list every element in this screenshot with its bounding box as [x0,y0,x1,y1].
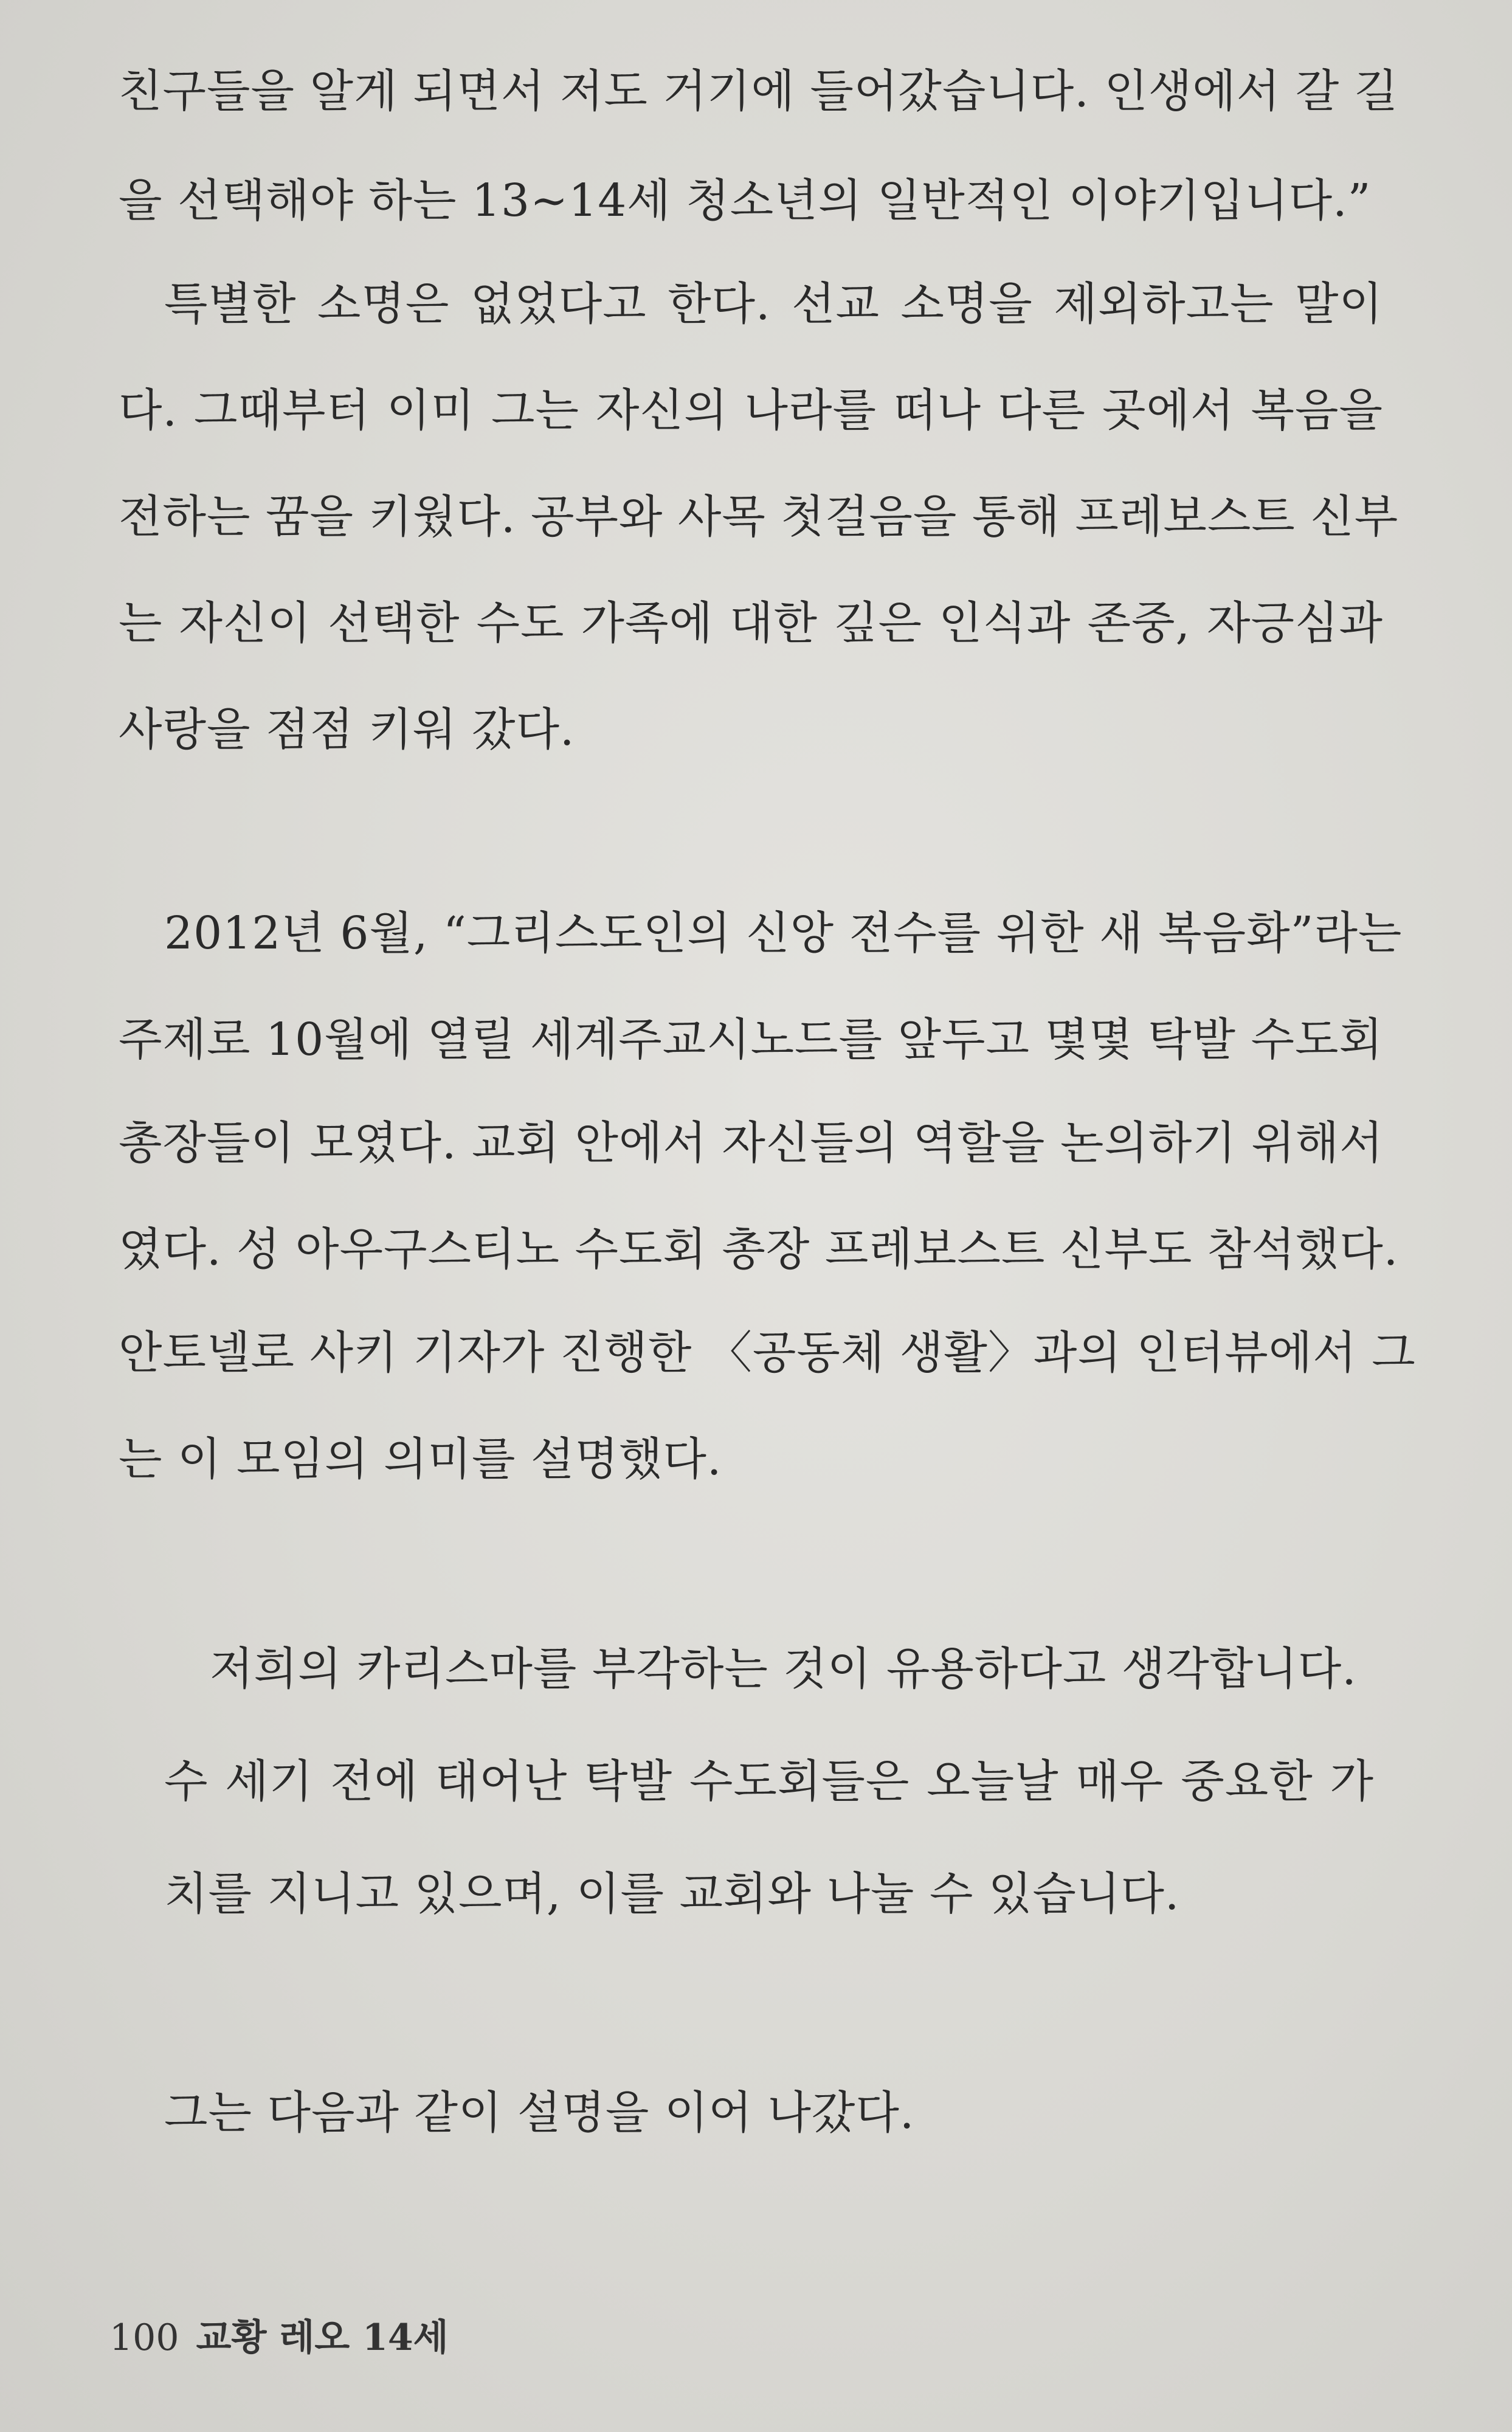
text-line: 2012년 6월, “그리스도인의 신앙 전수를 위한 새 복음화”라는 [164,907,1403,959]
page-number: 100 [109,2316,179,2359]
text-line: 총장들이 모였다. 교회 안에서 자신들의 역할을 논의하기 위해서 [119,1117,1384,1169]
text-line: 사랑을 점점 키워 갔다. [119,703,575,756]
text-line: 는 이 모임의 의미를 설명했다. [119,1433,722,1485]
quote-line: 치를 지니고 있으며, 이를 교회와 나눌 수 있습니다. [164,1868,1180,1920]
text-line: 특별한 소명은 없었다고 한다. 선교 소명을 제외하고는 말이 [164,278,1383,330]
text-line: 친구들을 알게 되면서 저도 거기에 들어갔습니다. 인생에서 갈 길 [119,65,1399,117]
text-line: 안토넬로 사키 기자가 진행한 〈공동체 생활〉과의 인터뷰에서 그 [119,1327,1416,1379]
text-line: 였다. 성 아우구스티노 수도회 총장 프레보스트 신부도 참석했다. [119,1223,1399,1276]
page-footer [109,2316,449,2359]
quote-line: 수 세기 전에 태어난 탁발 수도회들은 오늘날 매우 중요한 가 [164,1755,1374,1808]
quote-line: 저희의 카리스마를 부각하는 것이 유용하다고 생각합니다. [210,1643,1357,1695]
text-line: 을 선택해야 하는 13~14세 청소년의 일반적인 이야기입니다.” [119,174,1372,227]
text-line: 다. 그때부터 이미 그는 자신의 나라를 떠나 다른 곳에서 복음을 [119,384,1383,437]
text-line: 주제로 10월에 열릴 세계주교시노드를 앞두고 몇몇 탁발 수도회 [119,1014,1383,1066]
text-line: 그는 다음과 같이 설명을 이어 나갔다. [164,2087,915,2139]
text-line: 전하는 꿈을 키웠다. 공부와 사목 첫걸음을 통해 프레보스트 신부 [119,491,1399,543]
text-line: 는 자신이 선택한 수도 가족에 대한 깊은 인식과 존중, 자긍심과 [119,597,1383,649]
running-title: 교황 레오 14세 [196,2316,449,2359]
